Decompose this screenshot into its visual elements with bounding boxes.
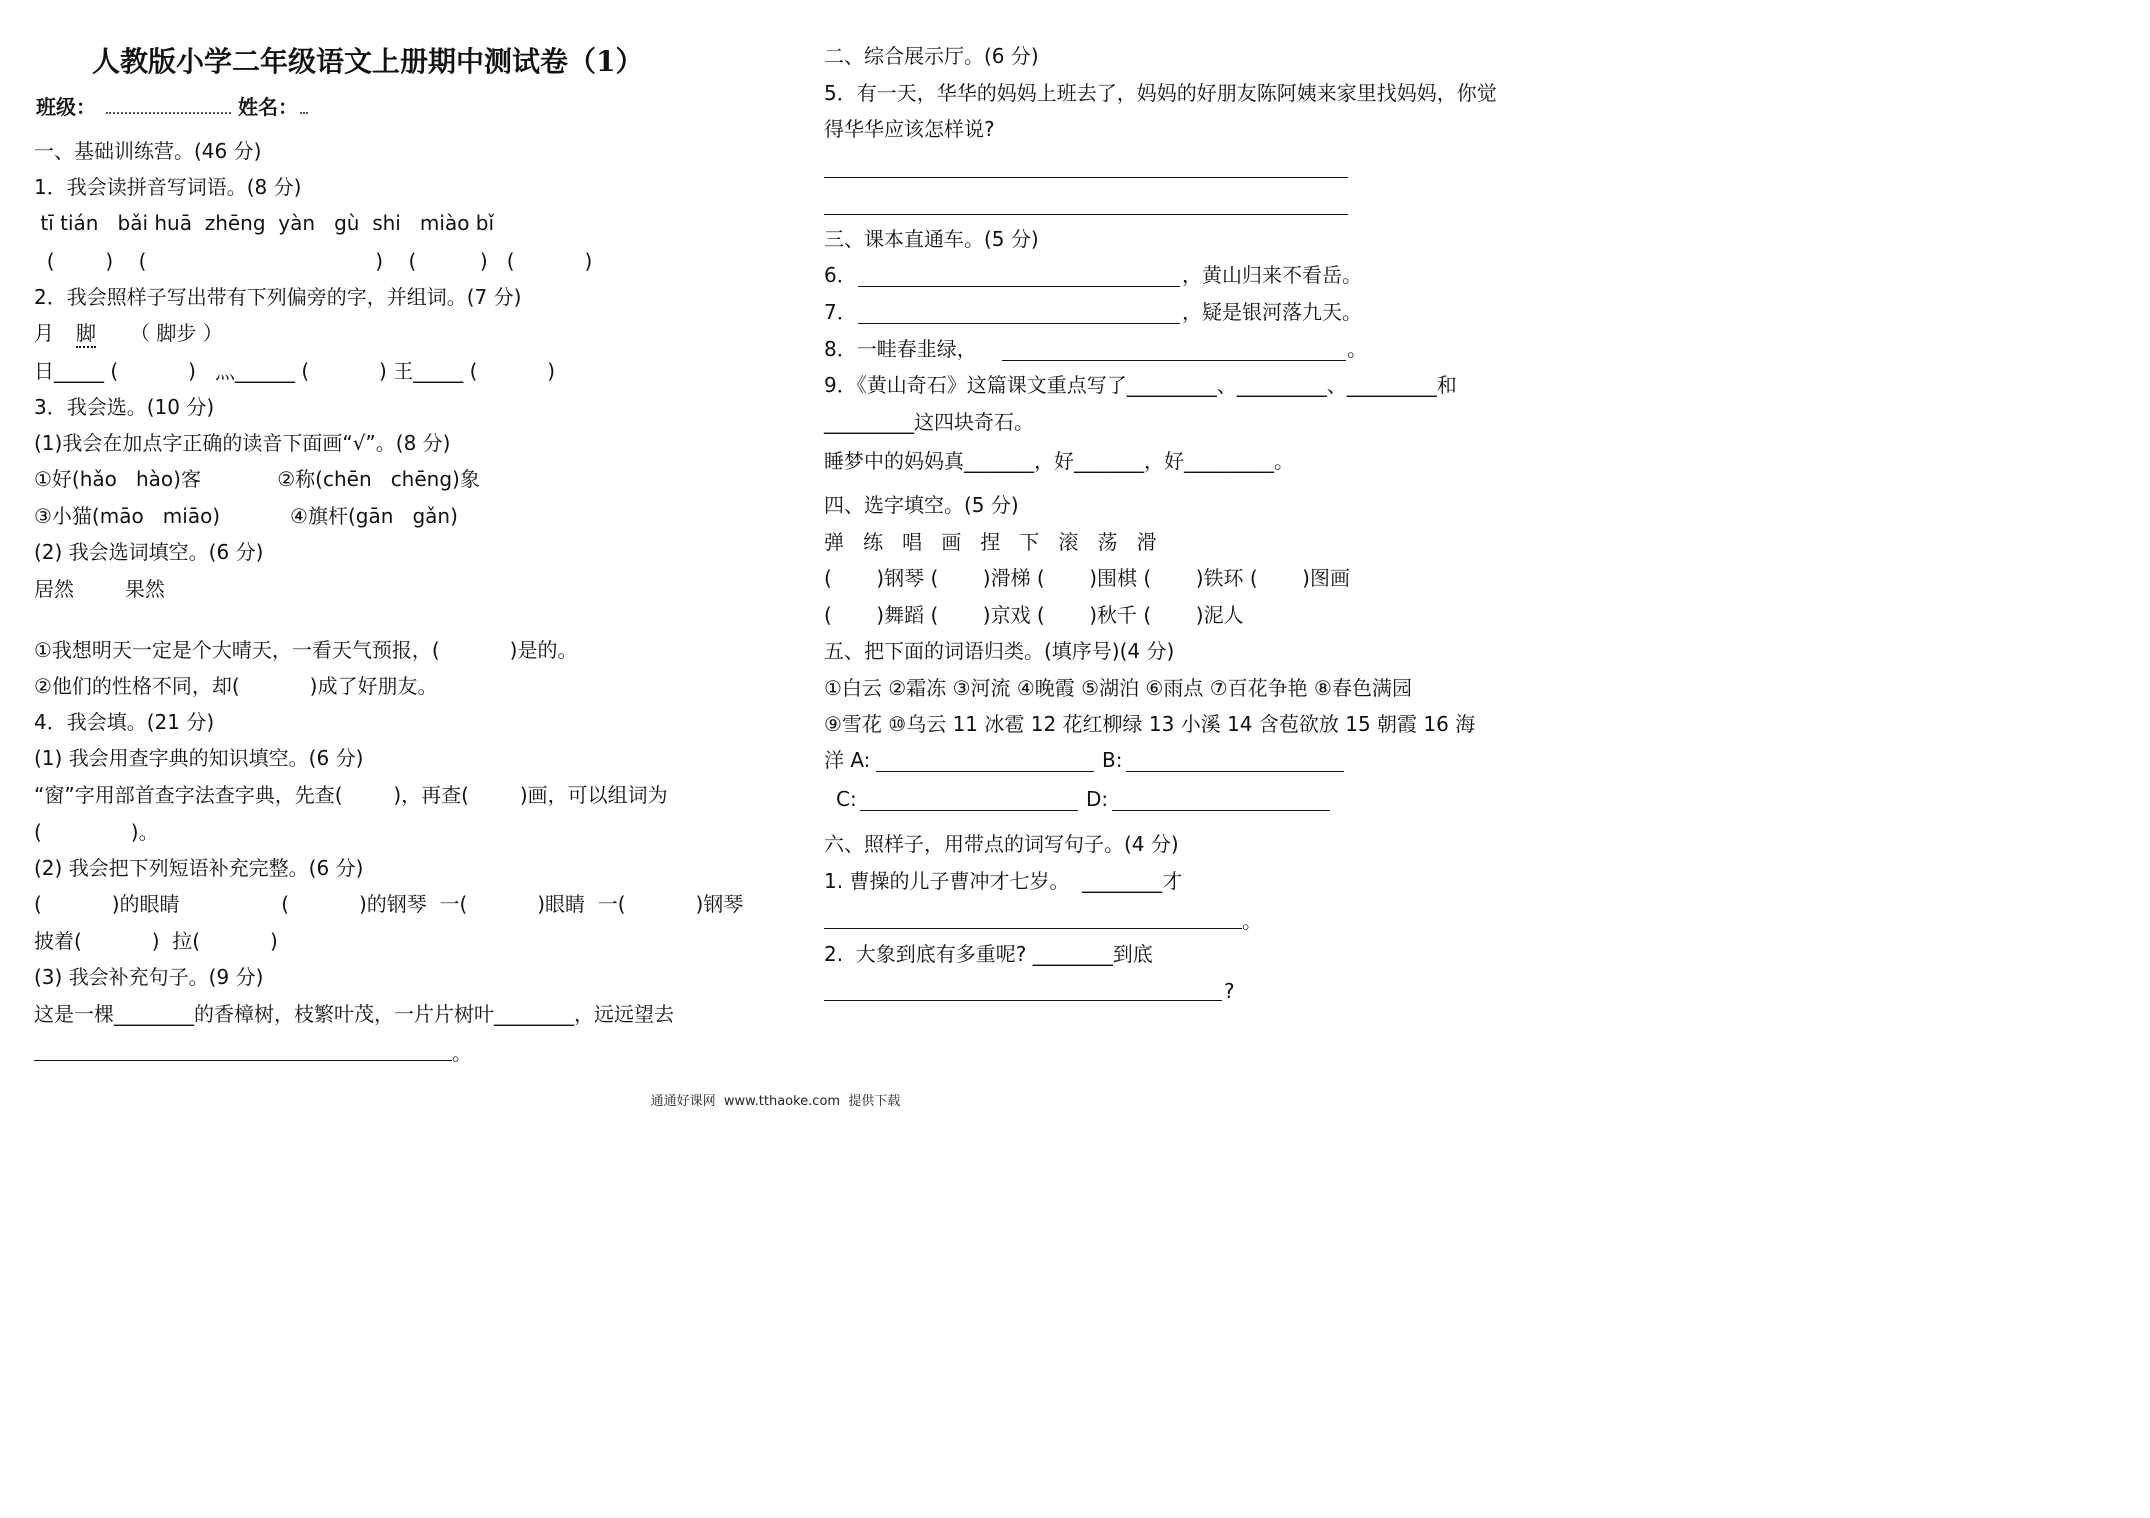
question-9-line-a[interactable]: 9．《黄山奇石》这篇课文重点写了_________、_________、_________和 [824, 373, 1457, 397]
question-5-line-b: 得华华应该怎样说? [824, 117, 995, 141]
question-4-3-line-a[interactable]: 这是一棵________的香樟树，枝繁叶茂，一片片树叶________，远远望去 [34, 1002, 674, 1026]
question-6-number: 6． [824, 263, 857, 287]
name-label: 姓名： [238, 95, 298, 119]
section-5-blank-c[interactable] [860, 810, 1078, 811]
question-4: 4．我会填。(21 分) [34, 710, 215, 734]
question-4-1-line-b[interactable]: ( )。 [34, 820, 159, 844]
question-3-2-words: 居然 果然 [34, 577, 165, 601]
section-4-char-bank: 弹 练 唱 画 捏 下 滚 荡 滑 [824, 530, 1157, 554]
section-5-blank-d[interactable] [1112, 810, 1330, 811]
section-5-label-d: D: [1086, 787, 1109, 811]
section-5-words-a: ①白云 ②霜冻 ③河流 ④晚霞 ⑤湖泊 ⑥雨点 ⑦百花争艳 ⑧春色满园 [824, 676, 1412, 700]
class-blank[interactable] [106, 112, 231, 114]
question-3-1-row-a[interactable]: ①好(hǎo hào)客 ②称(chēn chēng)象 [34, 467, 480, 491]
exam-title: 人教版小学二年级语文上册期中测试卷（1） [92, 45, 644, 78]
question-4-2-line-b[interactable]: 披着( ) 拉( ) [34, 929, 278, 953]
question-7-number: 7． [824, 300, 857, 324]
question-4-3-period: 。 [452, 1041, 472, 1065]
section-6-item-1-period: 。 [1242, 909, 1262, 933]
question-3-2-sentence-a[interactable]: ①我想明天一定是个大晴天，一看天气预报，( )是的。 [34, 638, 578, 662]
section-6-item-2[interactable]: 2. 大象到底有多重呢? ________到底 [824, 942, 1153, 966]
section-5-label-a: 洋 A: [824, 748, 871, 772]
name-blank[interactable] [300, 112, 308, 114]
footer-watermark: 通通好课网 www.tthaoke.com 提供下载 [650, 1094, 901, 1109]
question-4-1-line-a[interactable]: “窗”字用部首查字法查字典，先查( )，再查( )画，可以组词为 [34, 783, 668, 807]
section-5-label-b: B: [1102, 748, 1123, 772]
question-4-3: (3) 我会补充句子。(9 分) [34, 965, 264, 989]
question-5-answer-line-1[interactable] [824, 177, 1348, 178]
question-4-2-line-a[interactable]: ( )的眼睛 ( )的钢琴 一( )眼睛 一( )钢琴 [34, 892, 744, 916]
question-2-example-radical: 月 [34, 321, 54, 345]
section-5-label-c: C: [836, 787, 857, 811]
section-5-heading: 五、把下面的词语归类。(填序号)(4 分) [824, 639, 1175, 663]
section-5-words-b: ⑨雪花 ⑩乌云 11 冰雹 12 花红柳绿 13 小溪 14 含苞欲放 15 朝霞 16 海 [824, 712, 1476, 736]
question-2-items[interactable]: 日_____ ( ) 灬______ ( ) 王_____ ( ) [34, 359, 556, 383]
section-6-item-2-question-mark: ? [1224, 979, 1235, 1003]
section-4-heading: 四、选字填空。(5 分) [824, 493, 1019, 517]
question-2-example-word: （ 脚步 ） [130, 321, 223, 345]
question-1-pinyin: tī tián bǎi huā zhēng yàn gù shi miào bǐ [34, 211, 495, 235]
question-6-text: ，黄山归来不看岳。 [1182, 263, 1362, 287]
question-1: 1．我会读拼音写词语。(8 分) [34, 175, 302, 199]
question-7-blank[interactable] [858, 323, 1180, 324]
section-4-row-b[interactable]: ( )舞蹈 ( )京戏 ( )秋千 ( )泥人 [824, 603, 1244, 627]
question-3-2-sentence-b[interactable]: ②他们的性格不同，却( )成了好朋友。 [34, 674, 438, 698]
question-9-line-b[interactable]: _________这四块奇石。 [824, 410, 1034, 434]
question-7-text: ，疑是银河落九天。 [1182, 300, 1362, 324]
question-2: 2．我会照样子写出带有下列偏旁的字，并组词。(7 分) [34, 285, 522, 309]
section-1-heading: 一、基础训练营。(46 分) [34, 139, 262, 163]
question-4-2: (2) 我会把下列短语补充完整。(6 分) [34, 856, 364, 880]
section-2-heading: 二、综合展示厅。(6 分) [824, 44, 1039, 68]
question-8-text: 8．一畦春韭绿， [824, 337, 977, 361]
section-6-item-1[interactable]: 1. 曹操的儿子曹冲才七岁。 ________才 [824, 869, 1183, 893]
question-4-1: (1) 我会用查字典的知识填空。(6 分) [34, 746, 364, 770]
question-3: 3．我会选。(10 分) [34, 395, 215, 419]
section-5-blank-a[interactable] [876, 771, 1094, 772]
question-3-1-row-b[interactable]: ③小猫(māo miāo) ④旗杆(gān gǎn) [34, 504, 458, 528]
question-2-example-char: 脚 [76, 320, 96, 348]
question-5-answer-line-2[interactable] [824, 214, 1348, 215]
question-8-blank[interactable] [1002, 360, 1346, 361]
question-5-line-a: 5．有一天，华华的妈妈上班去了，妈妈的好朋友陈阿姨来家里找妈妈，你觉 [824, 81, 1497, 105]
section-6-heading: 六、照样子，用带点的词写句子。(4 分) [824, 832, 1179, 856]
section-5-blank-b[interactable] [1126, 771, 1344, 772]
question-4-3-answer-line[interactable] [34, 1060, 452, 1061]
question-3-1: (1)我会在加点字正确的读音下面画“√”。(8 分) [34, 431, 451, 455]
question-8-period: 。 [1347, 337, 1367, 361]
section-6-item-2-answer-line[interactable] [824, 1000, 1222, 1001]
question-1-answer-boxes[interactable]: ( ) ( ) ( ) ( ) [34, 249, 593, 273]
question-6-blank[interactable] [858, 286, 1180, 287]
class-label: 班级： [36, 95, 96, 119]
question-3-2: (2) 我会选词填空。(6 分) [34, 540, 264, 564]
section-3-heading: 三、课本直通车。(5 分) [824, 227, 1039, 251]
question-9-line-c[interactable]: 睡梦中的妈妈真_______，好_______，好_________。 [824, 449, 1294, 473]
section-6-item-1-answer-line[interactable] [824, 928, 1242, 929]
section-4-row-a[interactable]: ( )钢琴 ( )滑梯 ( )围棋 ( )铁环 ( )图画 [824, 566, 1350, 590]
